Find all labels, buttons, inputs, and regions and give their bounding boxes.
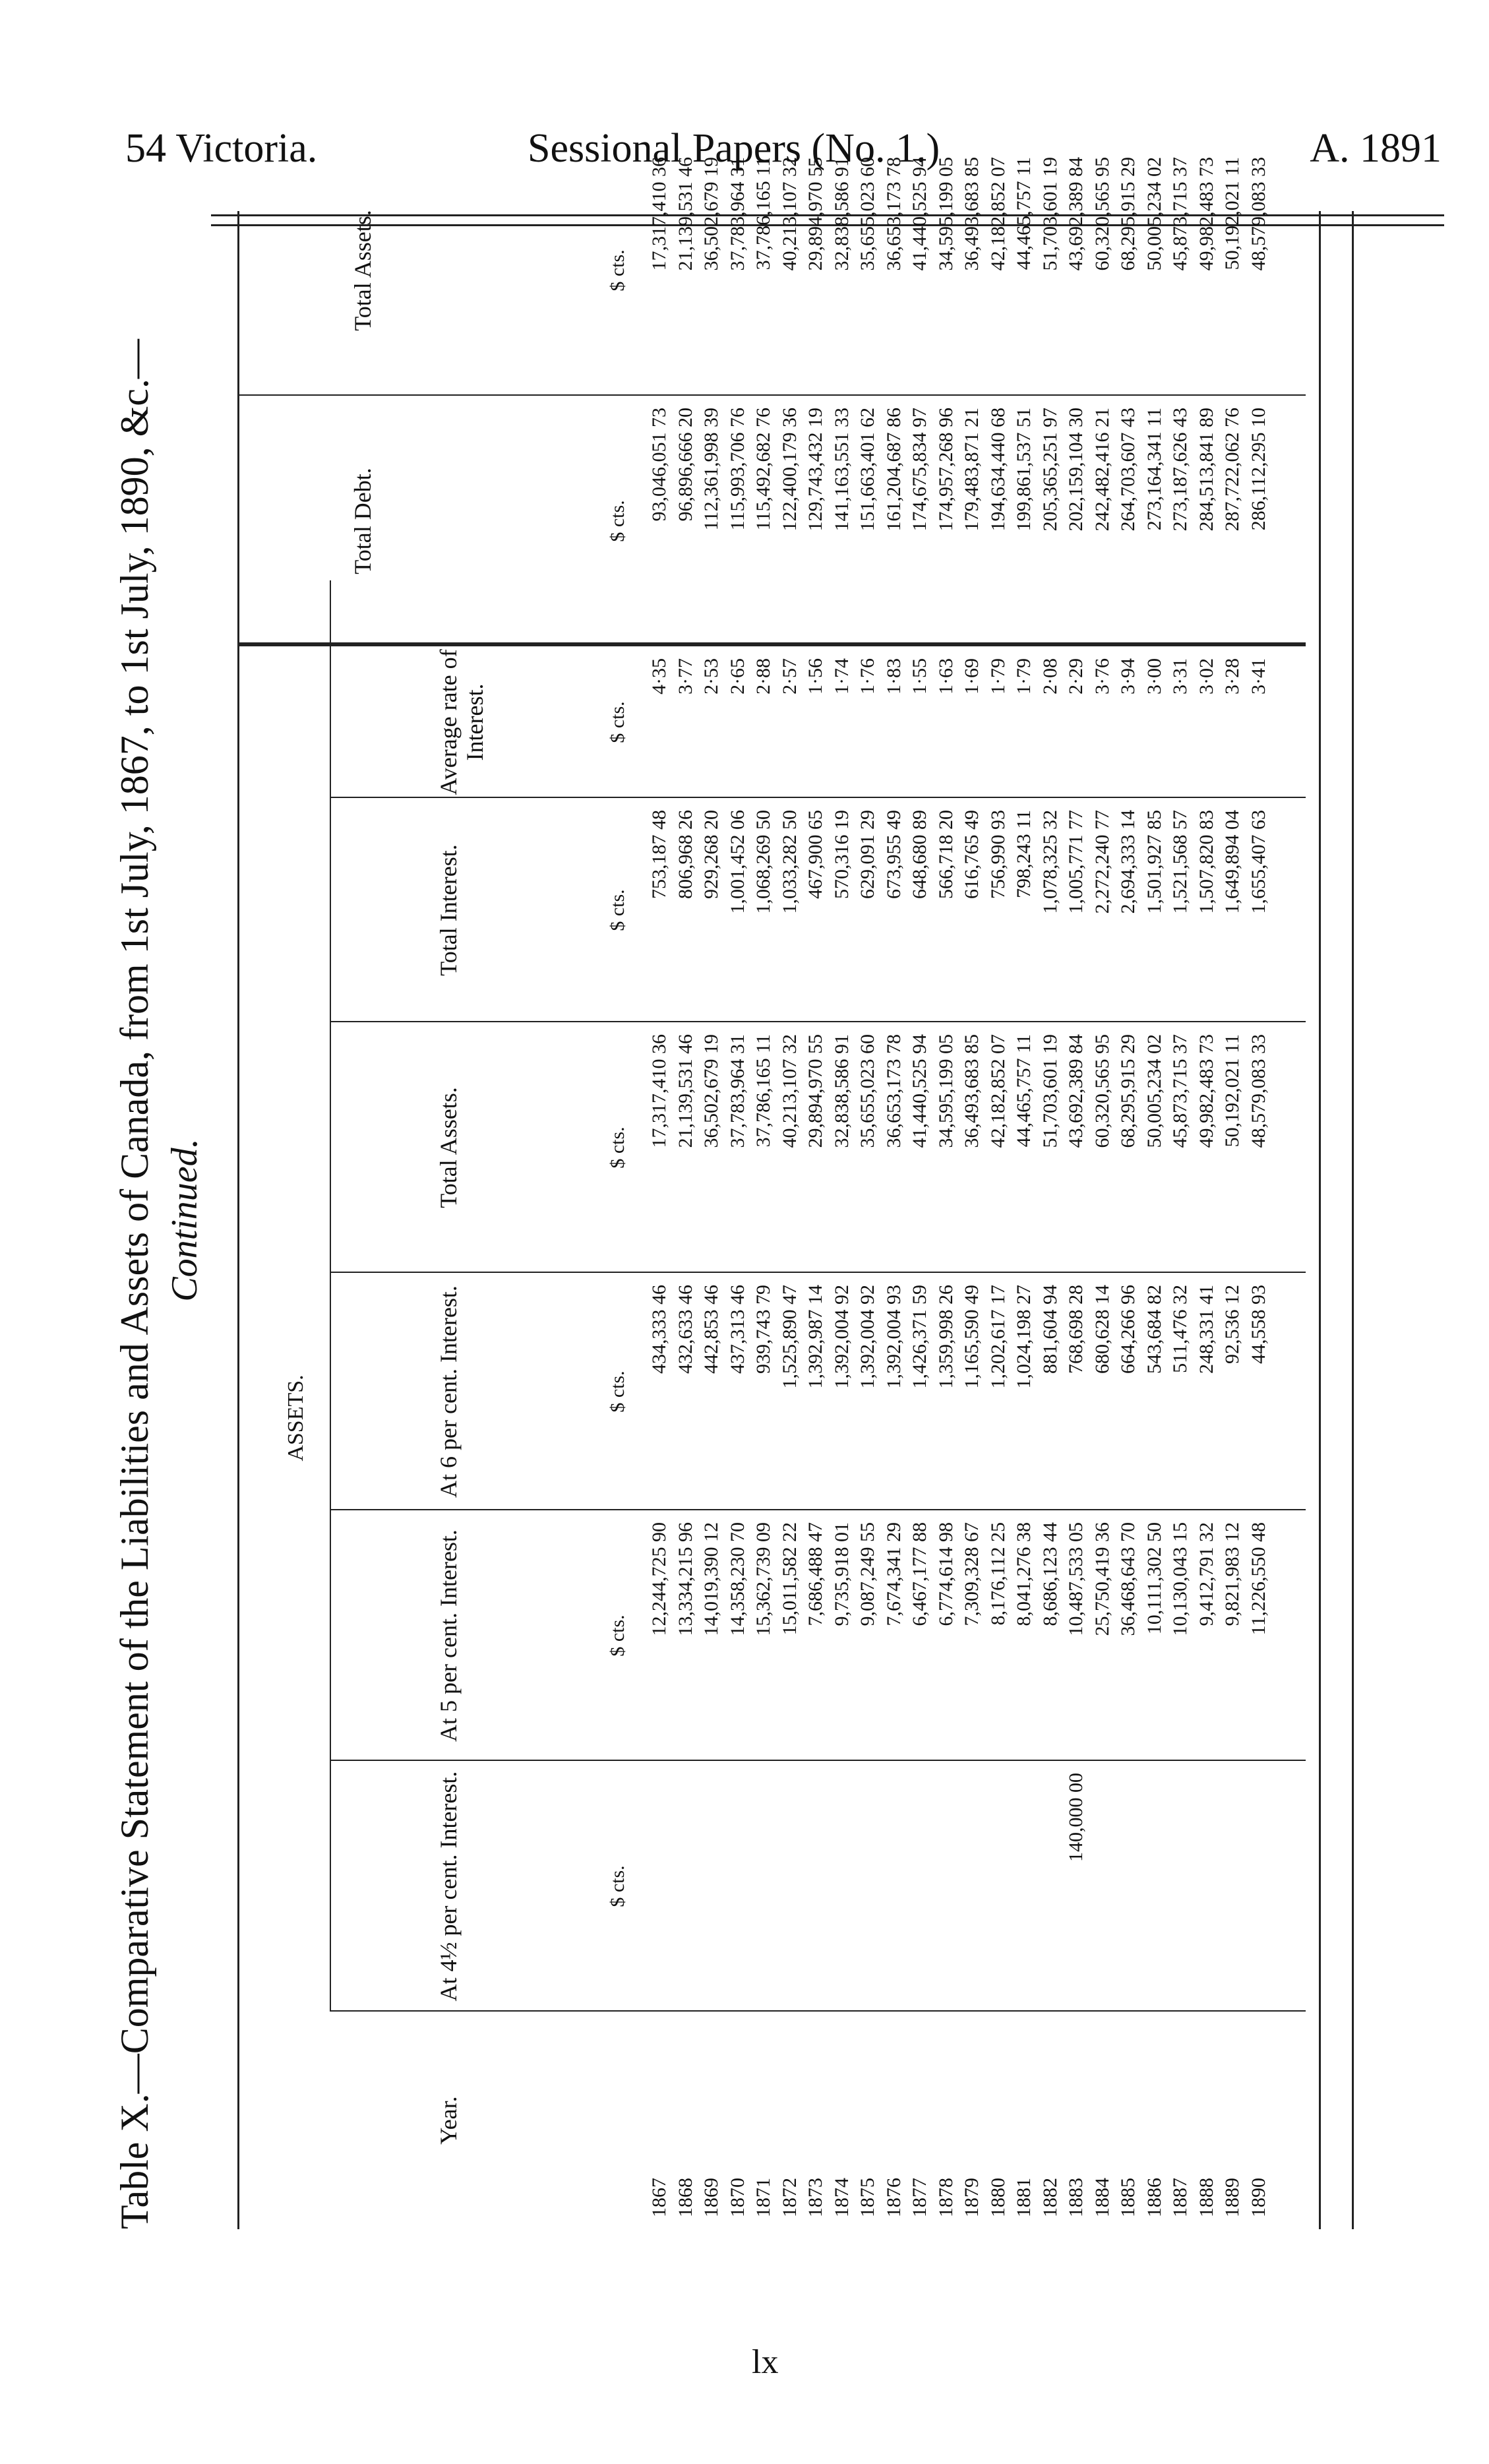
liabilities-assets-table [237, 157, 1398, 2229]
table-cell: 11,226,550 48 [1247, 1522, 1269, 1636]
table-cell: 3·28 [1221, 658, 1243, 694]
table-cell: 15,011,582 22 [778, 1522, 801, 1636]
table-cell: 41,440,525 94 [909, 157, 930, 271]
table-cell: 2,272,240 77 [1091, 810, 1113, 914]
table-cell: 1,165,590 49 [961, 1285, 983, 1389]
table-cell [1141, 1761, 1168, 2012]
table-cell: 1873 [805, 2178, 826, 2217]
header-center: Sessional Papers (No. 1.) [528, 126, 940, 171]
column-header: Year. [435, 2096, 462, 2145]
table-cell: 1874 [830, 2178, 853, 2217]
table-cell: 881,604 94 [1039, 1285, 1061, 1374]
table-cell: 8,686,123 44 [1039, 1522, 1061, 1626]
units-label: $ cts. [607, 889, 628, 931]
table-cell [985, 1761, 1012, 2012]
table-cell: 14,358,230 70 [726, 1522, 748, 1636]
table-cell [1011, 1761, 1037, 2012]
table-cell: 50,005,234 02 [1143, 1034, 1165, 1148]
table-cell: 248,331 41 [1195, 1285, 1217, 1374]
table-cell: 44,465,757 11 [1013, 157, 1035, 270]
table-cell: 37,786,165 11 [752, 157, 774, 270]
table-cell [1089, 1761, 1116, 2012]
table-rule [237, 211, 239, 2229]
table-cell: 1884 [1091, 2178, 1113, 2217]
table-cell: 7,674,341 29 [882, 1522, 905, 1626]
table-cell: 1872 [778, 2178, 801, 2217]
table-cell: 1881 [1013, 2178, 1035, 2217]
table-cell: 570,316 19 [830, 810, 853, 899]
table-cell: 48,579,083 33 [1247, 157, 1269, 271]
table-cell: 1875 [857, 2178, 878, 2217]
table-cell [907, 1761, 933, 2012]
table-cell: 1886 [1143, 2178, 1165, 2217]
table-cell: 17,317,410 36 [648, 1034, 670, 1148]
units-label: $ cts. [607, 1615, 628, 1657]
table-rule [1319, 211, 1321, 2229]
table-cell: 4·35 [648, 658, 670, 694]
table-cell: 287,722,062 76 [1221, 408, 1243, 532]
table-cell: 92,536 12 [1221, 1285, 1243, 1364]
table-cell: 202,159,104 30 [1065, 408, 1087, 532]
column-total-assets-2 [237, 145, 1398, 396]
table-cell: 1·74 [830, 658, 853, 694]
table-cell: 939,743 79 [752, 1285, 774, 1374]
table-cell: 1885 [1117, 2178, 1139, 2217]
table-cell: 21,139,531 46 [674, 157, 696, 271]
table-cell: 36,493,683 85 [961, 1034, 983, 1148]
column-year [237, 2012, 1398, 2229]
column-at-5 [237, 1510, 1398, 1761]
table-cell: 1,005,771 77 [1065, 810, 1087, 914]
table-cell: 129,743,432 19 [805, 408, 826, 532]
table-cell [725, 1761, 751, 2012]
table-cell: 284,513,841 89 [1195, 408, 1217, 532]
table-cell: 161,204,687 86 [882, 408, 905, 532]
table-cell: 49,982,483 73 [1195, 157, 1217, 271]
table-cell: 1,507,820 83 [1195, 810, 1217, 914]
table-cell: 1,001,452 06 [726, 810, 748, 914]
column-header: Total Assets. [435, 1087, 462, 1208]
table-cell: 1868 [674, 2178, 696, 2217]
units-label: $ cts. [607, 701, 628, 743]
table-cell: 1877 [909, 2178, 930, 2217]
table-cell: 14,019,390 12 [700, 1522, 722, 1636]
table-cell: 115,492,682 76 [752, 408, 774, 531]
table-cell: 32,838,586 91 [830, 1034, 853, 1148]
column-header: At 6 per cent. Interest. [435, 1285, 462, 1498]
table-cell: 3·94 [1117, 658, 1139, 694]
table-cell: 34,595,199 05 [934, 157, 957, 271]
table-cell: 929,268 20 [700, 810, 722, 899]
table-cell: 35,655,023 60 [857, 157, 878, 271]
table-title: Table X.—Comparative Statement of the Liabilities and Assets of Canada, from 1st July, 1867, to 1st July, 1890, &c.— [113, 339, 156, 2229]
table-cell: 1·79 [1013, 658, 1035, 694]
units-label: $ cts. [607, 1126, 628, 1169]
table-cell: 1·76 [857, 658, 878, 694]
column-rule [330, 1509, 1306, 1510]
table-cell: 1,392,004 93 [882, 1285, 905, 1389]
table-cell: 1,078,325 32 [1039, 810, 1061, 914]
table-cell: 36,502,679 19 [700, 1034, 722, 1148]
table-cell: 68,295,915 29 [1117, 1034, 1139, 1148]
table-cell: 1869 [700, 2178, 722, 2217]
table-cell: 36,653,173 78 [882, 157, 905, 271]
column-total-assets [237, 1022, 1398, 1273]
table-cell [855, 1761, 881, 2012]
table-cell: 96,896,666 20 [674, 408, 696, 522]
table-cell: 756,990 93 [987, 810, 1009, 899]
table-cell: 10,111,302 50 [1143, 1522, 1165, 1635]
assets-group-label: ASSETS. [284, 1374, 308, 1462]
table-cell: 34,595,199 05 [934, 1034, 957, 1148]
table-cell: 1870 [726, 2178, 748, 2217]
header-right: A. 1891 [1310, 126, 1442, 171]
table-cell: 286,112,295 10 [1247, 408, 1269, 531]
table-cell: 3·00 [1143, 658, 1165, 694]
table-cell: 8,176,112 25 [987, 1522, 1009, 1626]
table-cell: 60,320,565 95 [1091, 1034, 1113, 1148]
units-label: $ cts. [607, 500, 628, 542]
table-cell: 1,033,282 50 [778, 810, 801, 914]
table-cell: 1,392,004 92 [830, 1285, 853, 1389]
table-cell: 673,955 49 [882, 810, 905, 899]
table-cell: 60,320,565 95 [1091, 157, 1113, 271]
table-cell: 1,024,198 27 [1013, 1285, 1035, 1389]
table-cell: 3·41 [1247, 658, 1269, 694]
column-at-4-5 [237, 1761, 1398, 2012]
table-cell: 1·69 [961, 658, 983, 694]
table-cell: 45,873,715 37 [1169, 157, 1191, 271]
table-cell: 29,894,970 55 [805, 157, 826, 271]
table-cell: 432,633 46 [674, 1285, 696, 1374]
table-cell: 1,359,998 26 [934, 1285, 957, 1389]
table-cell: 1,392,987 14 [805, 1285, 826, 1389]
table-cell: 48,579,083 33 [1247, 1034, 1269, 1148]
table-cell [698, 1761, 725, 2012]
table-cell: 40,213,107 32 [778, 1034, 801, 1148]
table-cell: 37,783,964 31 [726, 157, 748, 271]
table-cell: 1,655,407 63 [1247, 810, 1269, 914]
table-cell: 511,476 32 [1169, 1285, 1191, 1373]
table-cell: 51,703,601 19 [1039, 157, 1061, 271]
table-cell [803, 1761, 829, 2012]
table-cell: 1·79 [987, 658, 1009, 694]
table-cell: 1880 [987, 2178, 1009, 2217]
table-cell: 798,243 11 [1013, 810, 1035, 898]
table-cell [777, 1761, 803, 2012]
table-cell: 44,465,757 11 [1013, 1034, 1035, 1148]
table-cell: 273,187,626 43 [1169, 408, 1191, 532]
table-cell: 9,821,983 12 [1221, 1522, 1243, 1626]
table-cell: 44,558 93 [1247, 1285, 1269, 1364]
header-left: 54 Victoria. [125, 126, 318, 171]
table-cell [646, 1761, 673, 2012]
table-cell: 36,502,679 19 [700, 157, 722, 271]
column-total-interest [237, 798, 1398, 1022]
table-cell: 2·08 [1039, 658, 1061, 694]
units-label: $ cts. [607, 249, 628, 292]
table-cell: 43,692,389 84 [1065, 1034, 1087, 1148]
table-cell: 664,266 96 [1117, 1285, 1139, 1374]
table-cell [959, 1761, 985, 2012]
table-cell: 1889 [1221, 2178, 1243, 2217]
table-cell: 1878 [934, 2178, 957, 2217]
units-label: $ cts. [607, 1865, 628, 1907]
table-cell: 1,649,894 04 [1221, 810, 1243, 914]
column-rule [237, 642, 1306, 646]
table-cell: 42,182,852 07 [987, 1034, 1009, 1148]
table-cell: 51,703,601 19 [1039, 1034, 1061, 1148]
table-cell: 1·63 [934, 658, 957, 694]
table-cell: 1,525,890 47 [778, 1285, 801, 1389]
table-cell: 2·57 [778, 658, 801, 694]
table-cell: 1,202,617 17 [987, 1285, 1009, 1389]
table-cell: 36,493,683 85 [961, 157, 983, 271]
page-folio: lx [752, 2343, 779, 2381]
table-cell: 2·29 [1065, 658, 1087, 694]
table-cell: 442,853 46 [700, 1285, 722, 1374]
table-cell: 93,046,051 73 [648, 408, 670, 522]
table-cell: 1,521,568 57 [1169, 810, 1191, 914]
table-cell [881, 1761, 907, 2012]
table-cell: 1·55 [909, 658, 930, 694]
table-cell: 112,361,998 39 [700, 408, 722, 531]
table-cell [1037, 1761, 1064, 2012]
table-cell: 8,041,276 38 [1013, 1522, 1035, 1626]
table-cell: 37,786,165 11 [752, 1034, 774, 1148]
table-cell: 242,482,416 21 [1091, 408, 1113, 532]
table-cell: 6,467,177 88 [909, 1522, 930, 1626]
table-cell: 205,365,251 97 [1039, 408, 1061, 532]
table-cell: 13,334,215 96 [674, 1522, 696, 1636]
table-cell: 9,412,791 32 [1195, 1522, 1217, 1626]
table-cell: 1887 [1169, 2178, 1191, 2217]
column-rule [330, 1021, 1306, 1022]
table-cell: 543,684 82 [1143, 1285, 1165, 1374]
table-cell: 6,774,614 98 [934, 1522, 957, 1626]
table-cell [933, 1761, 959, 2012]
table-cell: 174,675,834 97 [909, 408, 930, 532]
column-header: Total Interest. [435, 844, 462, 976]
column-avg-rate [237, 646, 1398, 798]
table-cell: 753,187 48 [648, 810, 670, 899]
table-cell: 7,309,328 67 [961, 1522, 983, 1626]
column-at-6 [237, 1273, 1398, 1510]
table-rule [1352, 211, 1354, 2229]
table-cell: 12,244,725 90 [648, 1522, 670, 1636]
table-cell: 36,653,173 78 [882, 1034, 905, 1148]
table-cell: 1876 [882, 2178, 905, 2217]
table-cell: 7,686,488 47 [805, 1522, 826, 1626]
column-total-debt [237, 396, 1398, 646]
table-cell: 1·83 [882, 658, 905, 694]
table-cell: 2,694,333 14 [1117, 810, 1139, 914]
table-cell: 3·02 [1195, 658, 1217, 694]
table-cell: 35,655,023 60 [857, 1034, 878, 1148]
table-cell: 806,968 26 [674, 810, 696, 899]
column-rule [330, 1272, 1306, 1273]
column-header: Total Debt. [349, 468, 376, 574]
table-cell: 50,192,021 11 [1221, 157, 1243, 270]
table-cell: 115,993,706 76 [726, 408, 748, 531]
column-rule [330, 2010, 1306, 2012]
column-header: Total Assets. [349, 210, 376, 331]
table-cell: 42,182,852 07 [987, 157, 1009, 271]
table-cell: 434,333 46 [648, 1285, 670, 1374]
table-cell: 37,783,964 31 [726, 1034, 748, 1148]
table-cell: 50,192,021 11 [1221, 1034, 1243, 1148]
table-cell [1219, 1761, 1246, 2012]
table-subtitle: Continued. [164, 1138, 205, 1302]
table-cell: 264,703,607 43 [1117, 408, 1139, 532]
table-cell [673, 1761, 699, 2012]
table-cell: 629,091 29 [857, 810, 878, 899]
units-label: $ cts. [607, 1371, 628, 1413]
column-rule [330, 797, 1306, 798]
table-cell [1194, 1761, 1220, 2012]
table-cell: 2·65 [726, 658, 748, 694]
table-cell: 1,501,927 85 [1143, 810, 1165, 914]
table-rule [330, 580, 331, 2012]
table-cell [1246, 1761, 1272, 2012]
table-cell: 40,213,107 32 [778, 157, 801, 271]
table-cell: 43,692,389 84 [1065, 157, 1087, 271]
table-cell: 273,164,341 11 [1143, 408, 1165, 531]
table-cell: 49,982,483 73 [1195, 1034, 1217, 1148]
table-cell: 1882 [1039, 2178, 1061, 2217]
table-cell [829, 1761, 855, 2012]
column-header: At 5 per cent. Interest. [435, 1529, 462, 1742]
table-cell: 1,068,269 50 [752, 810, 774, 914]
table-cell: 17,317,410 36 [648, 157, 670, 271]
table-cell: 1871 [752, 2178, 774, 2217]
table-cell: 3·76 [1091, 658, 1113, 694]
table-cell [1167, 1761, 1194, 2012]
column-header: Average rate of Interest. [435, 649, 488, 795]
table-cell: 1883 [1065, 2178, 1087, 2217]
table-cell: 10,487,533 05 [1065, 1522, 1087, 1636]
table-cell: 1890 [1247, 2178, 1269, 2217]
table-cell: 566,718 20 [934, 810, 957, 899]
table-cell: 68,295,915 29 [1117, 157, 1139, 271]
table-cell: 174,957,268 96 [934, 408, 957, 532]
table-cell: 9,735,918 01 [830, 1522, 853, 1626]
table-cell: 1867 [648, 2178, 670, 2217]
table-cell: 1·56 [805, 658, 826, 694]
table-cell: 194,634,440 68 [987, 408, 1009, 532]
table-cell: 616,765 49 [961, 810, 983, 899]
column-header: At 4½ per cent. Interest. [435, 1771, 462, 2002]
table-cell: 15,362,739 09 [752, 1522, 774, 1636]
table-cell: 41,440,525 94 [909, 1034, 930, 1148]
table-cell: 199,861,537 51 [1013, 408, 1035, 532]
table-cell: 140,000 00 [1065, 1773, 1087, 1862]
table-cell: 29,894,970 55 [805, 1034, 826, 1148]
table-cell: 1888 [1195, 2178, 1217, 2217]
table-cell: 1,392,004 92 [857, 1285, 878, 1389]
table-cell [1115, 1761, 1141, 2012]
table-cell: 1879 [961, 2178, 983, 2217]
table-cell: 50,005,234 02 [1143, 157, 1165, 271]
table-cell: 467,900 65 [805, 810, 826, 899]
table-cell: 32,838,586 91 [830, 157, 853, 271]
table-cell: 151,663,401 62 [857, 408, 878, 532]
table-cell [750, 1761, 777, 2012]
column-rule [330, 1760, 1306, 1761]
table-cell: 768,698 28 [1065, 1285, 1087, 1374]
table-cell: 10,130,043 15 [1169, 1522, 1191, 1636]
table-cell: 122,400,179 36 [778, 408, 801, 532]
table-cell: 648,680 89 [909, 810, 930, 899]
table-cell: 1,426,371 59 [909, 1285, 930, 1389]
column-rule [237, 394, 1306, 396]
table-cell: 3·31 [1169, 658, 1191, 694]
table-cell: 141,163,551 33 [830, 408, 853, 532]
table-cell: 21,139,531 46 [674, 1034, 696, 1148]
rotated-table-area [112, 157, 1431, 2229]
table-cell: 45,873,715 37 [1169, 1034, 1191, 1148]
table-cell: 25,750,419 36 [1091, 1522, 1113, 1636]
table-cell: 680,628 14 [1091, 1285, 1113, 1374]
table-cell: 2·88 [752, 658, 774, 694]
table-cell: 179,483,871 21 [961, 408, 983, 532]
table-cell: 2·53 [700, 658, 722, 694]
table-cell: 437,313 46 [726, 1285, 748, 1374]
table-cell: 9,087,249 55 [857, 1522, 878, 1626]
table-cell: 3·77 [674, 658, 696, 694]
table-cell: 36,468,643 70 [1117, 1522, 1139, 1636]
